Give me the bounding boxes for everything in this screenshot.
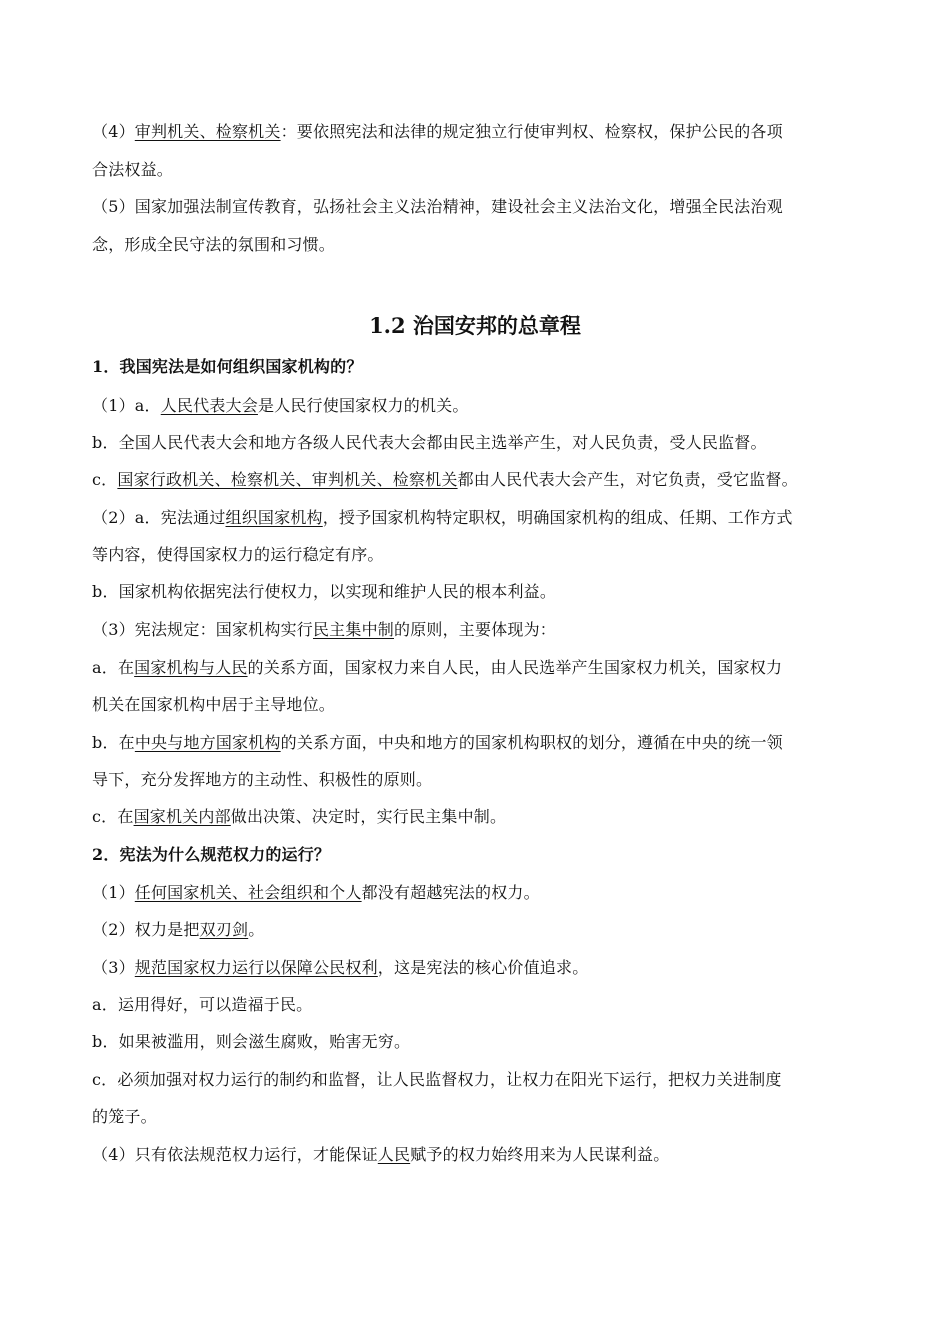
intro-item-5-cont: 念，形成全民守法的氛围和习惯。 bbox=[92, 235, 336, 254]
text: ，授予国家机构特定职权，明确国家机构的组成、任期、工作方式 bbox=[322, 508, 793, 527]
q1-line-1 bbox=[92, 396, 872, 416]
text: 都没有超越宪法的权力。 bbox=[361, 883, 540, 902]
q1-line-7 bbox=[92, 658, 872, 678]
text: 做出决策、决定时，实行民主集中制。 bbox=[230, 807, 507, 826]
intro-item-5: （5）国家加强法制宣传教育，弘扬社会主义法治精神，建设社会主义法治文化，增强全民法治观 bbox=[92, 197, 783, 216]
text: 的关系方面，国家权力来自人民，由人民选举产生国家权力机关，国家权力 bbox=[247, 658, 783, 677]
text: （1）a． bbox=[92, 396, 161, 415]
q2-line-5: b．如果被滥用，则会滋生腐败，贻害无穷。 bbox=[92, 1032, 411, 1051]
text: a．在 bbox=[92, 658, 135, 677]
text: c．在 bbox=[92, 807, 134, 826]
text: （3） bbox=[92, 958, 135, 977]
q1-line-2: b．全国人民代表大会和地方各级人民代表大会都由民主选举产生，对人民负责，受人民监督。 bbox=[92, 433, 767, 452]
question-1-heading: 1．我国宪法是如何组织国家机构的？ bbox=[92, 357, 363, 376]
section-title: 1.2 治国安邦的总章程 bbox=[369, 313, 581, 338]
q2-line-7 bbox=[92, 1145, 872, 1165]
intro-item-4-cont: 合法权益。 bbox=[92, 160, 174, 179]
underlined-keyword: 人民代表大会 bbox=[160, 396, 258, 415]
text: ，这是宪法的核心价值追求。 bbox=[377, 958, 589, 977]
underlined-keyword: 国家机构与人民 bbox=[134, 658, 248, 677]
q1-line-6 bbox=[92, 620, 872, 640]
q2-line-2 bbox=[92, 920, 872, 940]
text: 的原则，主要体现为： bbox=[394, 620, 557, 639]
text: （2）权力是把 bbox=[92, 920, 200, 939]
q2-line-6: c．必须加强对权力运行的制约和监督，让人民监督权力，让权力在阳光下运行，把权力关进制度 bbox=[92, 1070, 782, 1089]
q2-line-3 bbox=[92, 958, 872, 978]
q2-line-1 bbox=[92, 883, 872, 903]
underlined-keyword: 任何国家机关、社会组织和个人 bbox=[134, 883, 362, 902]
underlined-keyword: 民主集中制 bbox=[312, 620, 394, 639]
q1-line-5: b．国家机构依据宪法行使权力，以实现和维护人民的根本利益。 bbox=[92, 582, 557, 601]
underlined-keyword: 中央与地方国家机构 bbox=[134, 733, 281, 752]
q2-line-6-cont: 的笼子。 bbox=[92, 1107, 157, 1126]
underlined-keyword: 国家机关内部 bbox=[133, 807, 231, 826]
underlined-keyword: 人民 bbox=[377, 1145, 411, 1164]
text: c． bbox=[92, 470, 118, 489]
q1-line-9 bbox=[92, 807, 872, 827]
text: （1） bbox=[92, 883, 135, 902]
underlined-keyword: 规范国家权力运行以保障公民权利 bbox=[134, 958, 378, 977]
text: （2）a．宪法通过 bbox=[92, 508, 226, 527]
q2-line-4: a．运用得好，可以造福于民。 bbox=[92, 995, 313, 1014]
text: ：要依照宪法和法律的规定独立行使审判权、检察权，保护公民的各项 bbox=[280, 122, 783, 141]
q1-line-8-cont: 导下，充分发挥地方的主动性、积极性的原则。 bbox=[92, 770, 433, 789]
text: 都由人民代表大会产生，对它负责，受它监督。 bbox=[457, 470, 798, 489]
text: 的关系方面，中央和地方的国家机构职权的划分，遵循在中央的统一领 bbox=[280, 733, 783, 752]
q1-line-3 bbox=[92, 470, 872, 490]
underlined-keyword: 双刃剑 bbox=[199, 920, 249, 939]
text: 。 bbox=[248, 920, 265, 939]
text: （4）只有依法规范权力运行，才能保证 bbox=[92, 1145, 378, 1164]
underlined-keyword: 审判机关、检察机关 bbox=[134, 122, 281, 141]
q1-line-8 bbox=[92, 733, 872, 753]
text: 赋予的权力始终用来为人民谋利益。 bbox=[410, 1145, 670, 1164]
q1-line-4 bbox=[92, 508, 872, 528]
text: （3）宪法规定：国家机构实行 bbox=[92, 620, 313, 639]
q1-line-7-cont: 机关在国家机构中居于主导地位。 bbox=[92, 695, 336, 714]
text: b．在 bbox=[92, 733, 135, 752]
underlined-keyword: 国家行政机关、检察机关、审判机关、检察机关 bbox=[117, 470, 458, 489]
text: （4） bbox=[92, 122, 135, 141]
q1-line-4-cont: 等内容，使得国家权力的运行稳定有序。 bbox=[92, 545, 384, 564]
underlined-keyword: 组织国家机构 bbox=[225, 508, 323, 527]
text: 是人民行使国家权力的机关。 bbox=[257, 396, 469, 415]
question-2-heading: 2．宪法为什么规范权力的运行？ bbox=[92, 845, 331, 864]
intro-item-4 bbox=[92, 122, 872, 142]
